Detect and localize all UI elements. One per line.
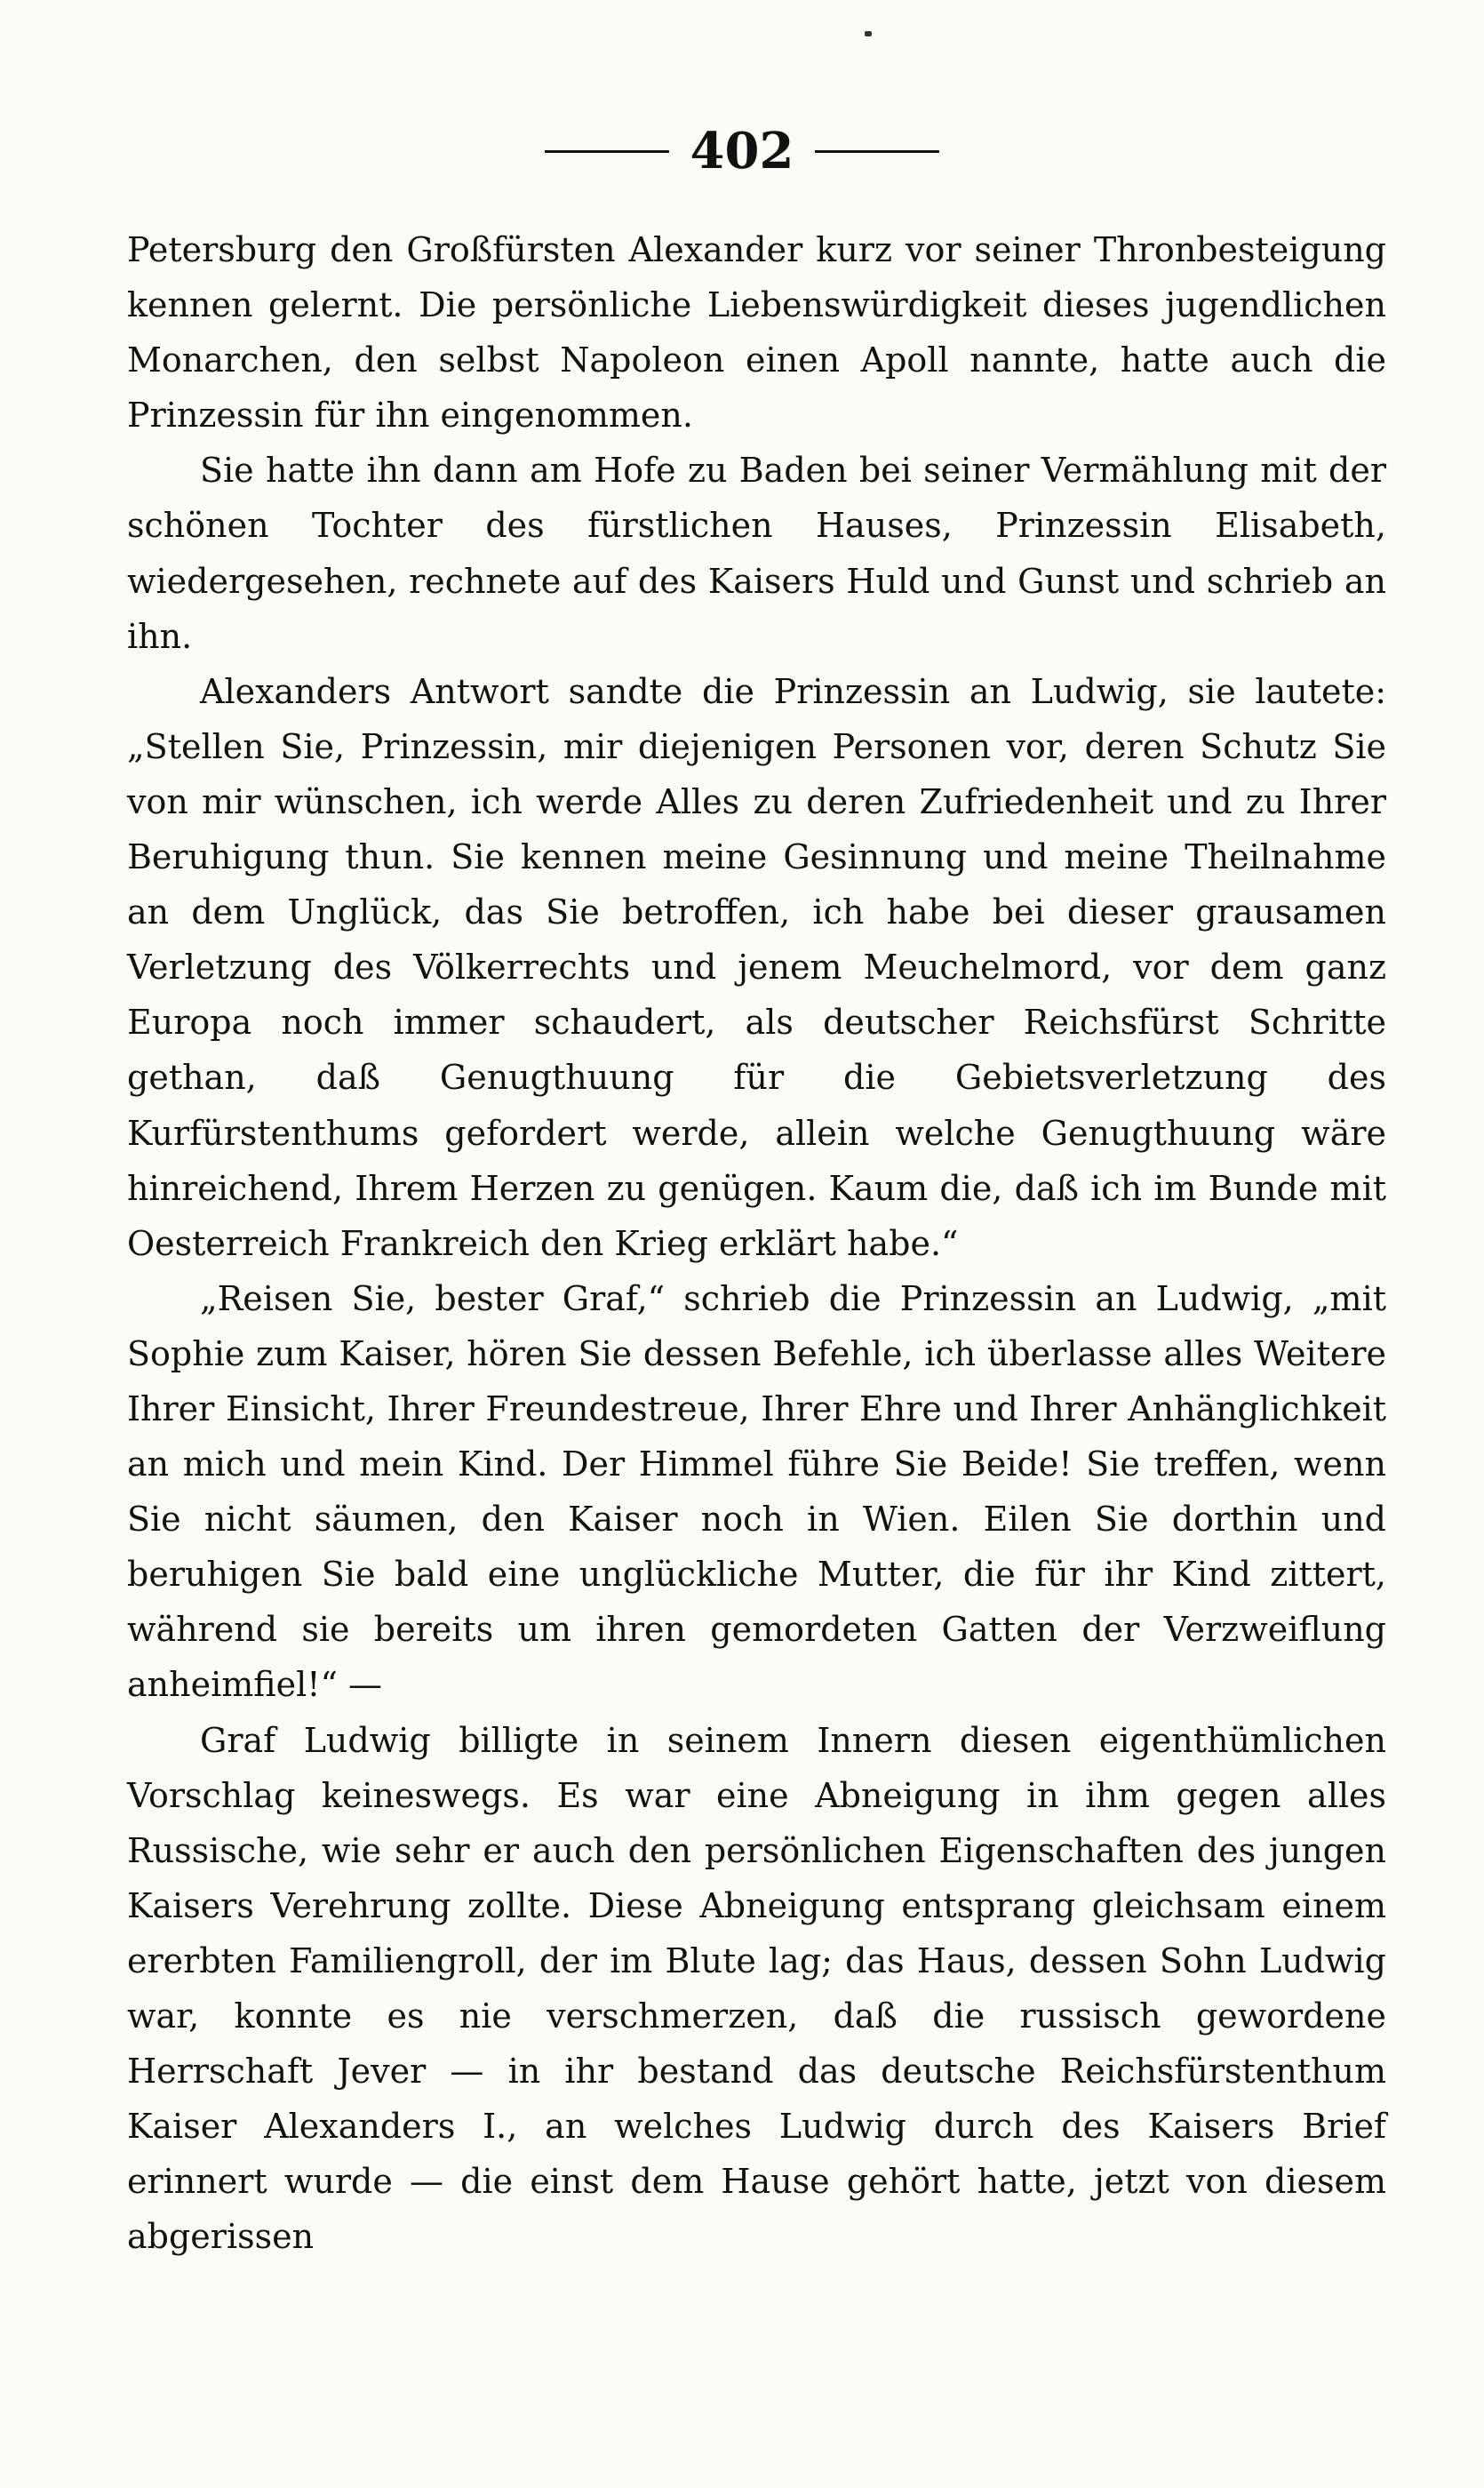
paragraph-4: „Reisen Sie, bester Graf,“ schrieb die Prinzessin an Ludwig, „mit Sophie zum Kaiser, hören Sie dessen Befehle, ich überlasse alles Weitere Ihrer Einsicht, Ihrer Freundestreue, Ihrer Ehre und Ihrer Anhänglichkeit an mich und mein Kind. Der Himmel führe Sie Beide! Sie treffen, wenn Sie nicht säumen, den Kaiser noch in Wien. Eilen Sie dorthin und beruhigen Sie bald eine unglückliche Mutter, die für ihr Kind zittert, während sie bereits um ihren gemordeten Gatten der Verzweiflung anheimfiel!“ — (127, 1278, 1386, 1705)
paragraph-3: Alexanders Antwort sandte die Prinzessin an Ludwig, sie lautete: „Stellen Sie, Prinzessin, mir diejenigen Personen vor, deren Schutz Sie von mir wünschen, ich werde Alles zu deren Zufriedenheit und zu Ihrer Beruhigung thun. Sie kennen meine Gesinnung und meine Theilnahme an dem Unglück, das Sie betroffen, ich habe bei dieser grausamen Verletzung des Völkerrechts und jenem Meuchelmord, vor dem ganz Europa noch immer schaudert, als deutscher Reichsfürst Schritte gethan, daß Genugthuung für die Gebietsverletzung des Kurfürstenthums gefordert werde, allein welche Genugthuung wäre hinreichend, Ihrem Herzen zu genügen. Kaum die, daß ich im Bunde mit Oesterreich Frankreich den Krieg erklärt habe.“ (127, 671, 1386, 1263)
paragraph-1: Petersburg den Großfürsten Alexander kurz vor seiner Thronbesteigung kennen gelernt. Die persönliche Liebenswürdigkeit dieses jugendlichen Monarchen, den selbst Napoleon einen Apoll nannte, hatte auch die Prinzessin für ihn eingenommen. (127, 230, 1386, 436)
print-mark (865, 31, 872, 36)
paragraph-5: Graf Ludwig billigte in seinem Innern diesen eigenthümlichen Vorschlag keineswegs. Es war eine Abneigung in ihm gegen alles Russische, wie sehr er auch den persönlichen Eigenschaften des jungen Kaisers Verehrung zollte. Diese Abneigung entsprang gleichsam einem ererbten Familiengroll, der im Blute lag; das Haus, dessen Sohn Ludwig war, konnte es nie verschmerzen, daß die russisch gewordene Herrschaft Jever — in ihr bestand das deutsche Reichsfürstenthum Kaiser Alexanders I., an welches Ludwig durch des Kaisers Brief erinnert wurde — die einst dem Hause gehört hatte, jetzt von diesem abgerissen (127, 1720, 1386, 2257)
body-text (127, 222, 1386, 2264)
page-header (0, 107, 1484, 196)
header-rule-left (545, 150, 669, 153)
paragraph-2: Sie hatte ihn dann am Hofe zu Baden bei seiner Vermählung mit der schönen Tochter des fürstlichen Hauses, Prinzessin Elisabeth, wiedergesehen, rechnete auf des Kaisers Huld und Gunst und schrieb an ihn. (127, 451, 1386, 656)
page-number: 402 (690, 122, 794, 180)
header-rule-right (815, 150, 939, 153)
